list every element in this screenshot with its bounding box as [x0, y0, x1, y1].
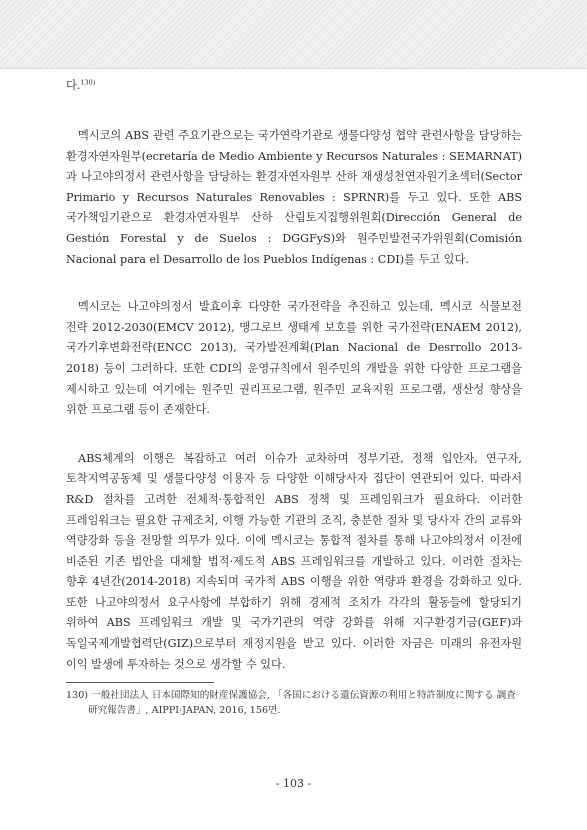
page-content	[66, 76, 522, 718]
footnote-divider	[66, 682, 214, 683]
footnote-reference: 130)	[80, 78, 96, 87]
footnote	[66, 688, 522, 718]
header-band	[0, 0, 587, 68]
footnote-number: 130)	[66, 690, 89, 702]
paragraph-national-strategies: 멕시코는 나고야의정서 발효이후 다양한 국가전략을 추진하고 있는데, 멕시코 식물보전 전략 2012-2030(EMCV 2012), 맹그로브 생태계 보호를 위한 국가전략(ENAEM 2012), 국가기후변화전략(ENCC 2013), 국가발전계획(Plan Nacional de Desrrollo 2013-2018) 등이 그러하다. 또한 CDI의 운영규칙에서 원주민의 개발을 위한 다양한 프로그램을 제시하고 있는데 여기에는 원주민 권리프로그램, 원주민 교육지원 프로그램, 생산성 향상을 위한 프로그램 등이 존재한다.	[66, 300, 522, 417]
paragraph-abs-framework: ABS체계의 이행은 복잡하고 여러 이슈가 교차하며 정부기관, 정책 입안자, 연구자, 토착지역공동체 및 생물다양성 이용자 등 다양한 이해당사자 집단이 연관되어 있다. 따라서 R&D 절차를 고려한 전체적·통합적인 ABS 정책 및 프레임워크가 필요하다. 이러한 프레임워크는 필요한 규제조치, 이행 가능한 기관의 조직, 충분한 절차 및 당사자 간의 교류와 역량강화 등을 전망할 의무가 있다. 이에 멕시코는 통합적 절차를 통해 나고야의정서 이전에 비준된 기존 법안을 대체할 법적·제도적 ABS 프레임워크를 개발하고 있다. 이러한 절차는 향후 4년간(2014-2018) 지속되며 국가적 ABS 이행을 위한 역량과 환경을 강화하고 있다. 또한 나고야의정서 요구사항에 부합하기 위해 경제적 조치가 각각의 활동들에 할당되기 위하여 ABS 프레임워크 개발 및 국가기관의 역량 강화를 위해 지구환경기금(GEF)과 독일국제개발협력단(GIZ)으로부터 재정지원을 받고 있다. 이러한 자금은 미래의 유전자원 이익 발생에 투자하는 것으로 생각할 수 있다.	[66, 451, 522, 671]
paragraph-abs-institutions: 멕시코의 ABS 관련 주요기관으로는 국가연락기관로 생물다양성 협약 관련사항을 담당하는 환경자연자원부(ecretaría de Medio Ambiente y Recursos Naturales : SEMARNAT)과 나고야의정서 관련사항을 담당하는 환경자연자원부 산하 재생성천연자원기초섹터(Sector Primario y Recursos Naturales Renovables : SPRNR)를 두고 있다. 또한 ABS 국가책임기관으로 환경자연자원부 산하 산림토지집행위원회(Dirección General de Gestión Forestal y de Suelos : DGGFyS)와 원주민발전국가위원회(Comisión Nacional para el Desarrollo de los Pueblos Indígenas : CDI)를 두고 있다.	[66, 129, 522, 266]
footnote-text: 一般社団法人 日本国際知的財産保護協会, 「各国における遺伝資源の利用と特許制度に関する 調査研究報告書」, AIPPI·JAPAN, 2016, 156면.	[88, 690, 516, 717]
page-number: - 103 -	[275, 777, 312, 790]
continuation-text: 다.	[66, 79, 81, 92]
header-rule	[0, 68, 587, 69]
continuation-line	[66, 76, 522, 96]
